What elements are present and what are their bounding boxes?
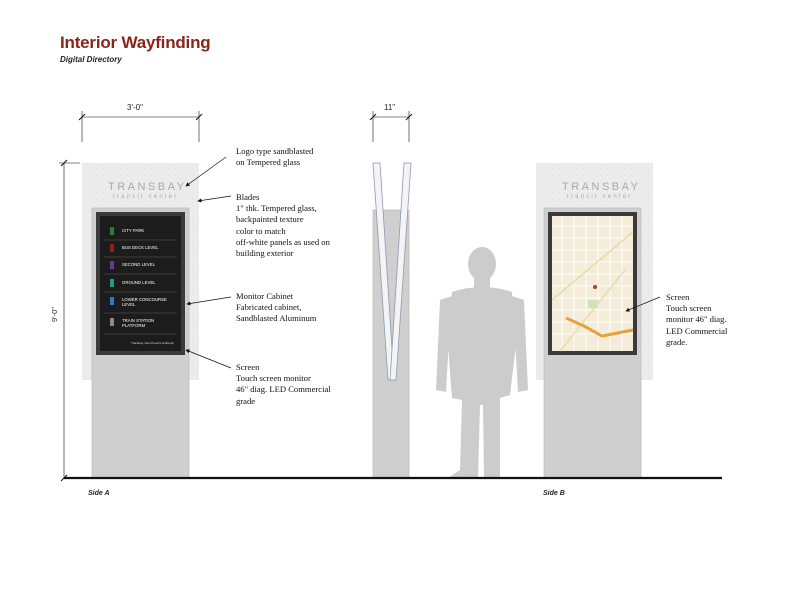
callout-blades: Blades 1" thk. Tempered glass, backpainted texture color to match off-white panels as used on building exterior bbox=[236, 192, 330, 259]
callout-logo: Logo type sandblasted on Tempered glass bbox=[236, 146, 314, 168]
map-marker bbox=[593, 285, 597, 289]
side-a-brand-tagline: transit center bbox=[113, 194, 179, 200]
side-b-label: Side B bbox=[543, 490, 565, 497]
side-b-brand-name: TRANSBAY bbox=[562, 181, 641, 193]
monitor-footer: Transbay Joint Powers Authority bbox=[131, 341, 174, 345]
callout-cabinet: Monitor Cabinet Fabricated cabinet, Sandblasted Aluminum bbox=[236, 291, 317, 324]
page-subtitle: Digital Directory bbox=[60, 55, 122, 64]
pin-icon bbox=[110, 297, 114, 305]
height-dimension: 9'-0" bbox=[50, 307, 59, 322]
pin-icon bbox=[110, 227, 114, 235]
side-a-brand-name: TRANSBAY bbox=[108, 181, 187, 193]
side-a-label: Side A bbox=[88, 490, 110, 497]
menu-item-lower-concourse[interactable]: LOWER CONCOURSE LEVEL bbox=[110, 297, 170, 307]
pin-icon bbox=[110, 318, 114, 326]
menu-item-train-station[interactable]: TRAIN STATION PLATFORM bbox=[110, 318, 170, 328]
menu-item-city-park[interactable]: CITY PARK bbox=[110, 227, 144, 235]
human-scale-figure bbox=[436, 247, 528, 478]
depth-dimension: 11" bbox=[384, 103, 396, 112]
map-park bbox=[588, 300, 598, 308]
menu-item-ground-level[interactable]: GROUND LEVEL bbox=[110, 279, 156, 287]
pin-icon bbox=[110, 244, 114, 252]
width-dimension: 3'-0" bbox=[127, 103, 143, 112]
side-b-brand-tagline: transit center bbox=[567, 194, 633, 200]
pin-icon bbox=[110, 279, 114, 287]
callout-screen-a: Screen Touch screen monitor 46" diag. LED Commercial grade bbox=[236, 362, 331, 406]
menu-item-bus-deck[interactable]: BUS DECK LEVEL bbox=[110, 244, 159, 252]
menu-item-second-level[interactable]: SECOND LEVEL bbox=[110, 261, 155, 269]
callout-screen-b: Screen Touch screen monitor 46" diag. LED Commercial grade. bbox=[666, 292, 728, 347]
pin-icon bbox=[110, 261, 114, 269]
page-title: Interior Wayfinding bbox=[60, 33, 211, 52]
